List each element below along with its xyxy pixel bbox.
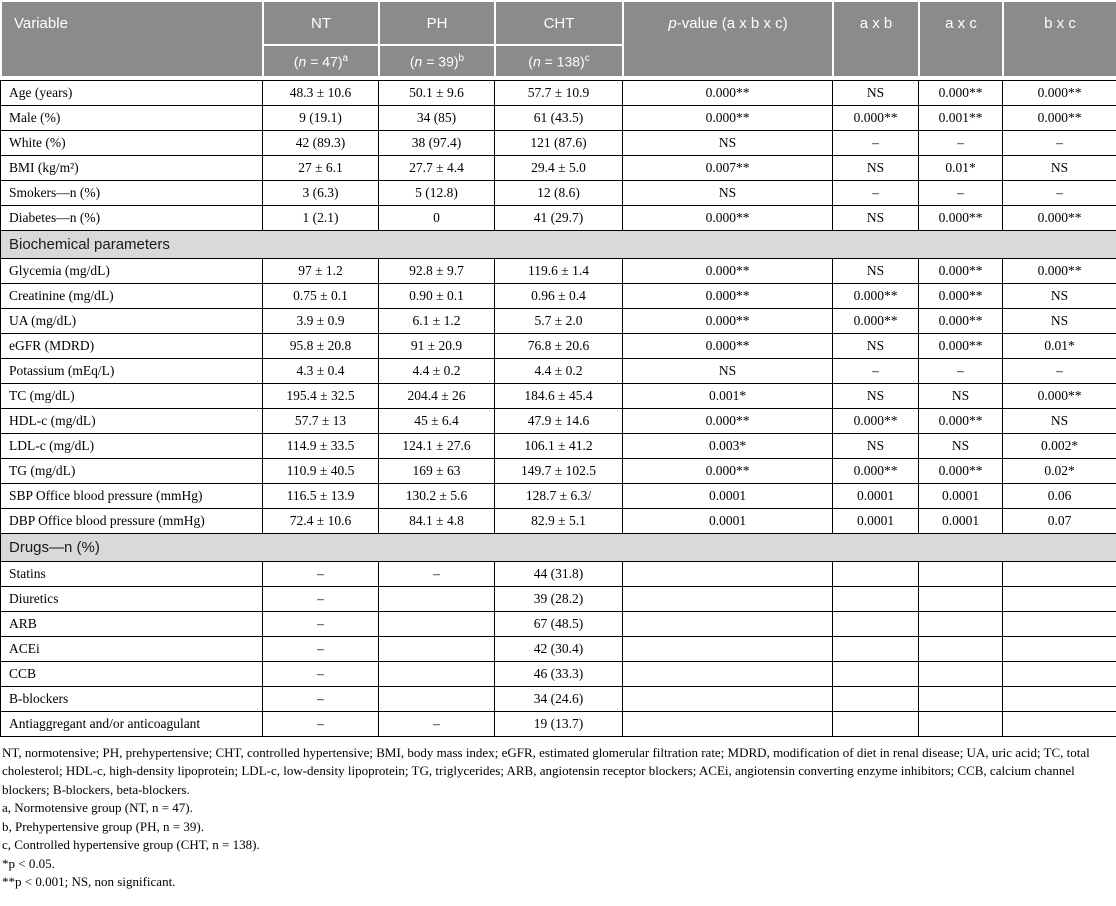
row-label: Smokers—n (%) xyxy=(1,181,263,206)
footnote-significance-1: *p < 0.05. xyxy=(2,855,55,871)
value-cell: 38 (97.4) xyxy=(379,131,495,156)
footnote-significance-2: **p < 0.001; NS, non significant. xyxy=(2,874,176,890)
table-row xyxy=(1,484,1116,509)
footnotes xyxy=(0,737,1116,896)
value-cell: NS xyxy=(919,384,1003,409)
value-cell xyxy=(379,662,495,687)
value-cell: 47.9 ± 14.6 xyxy=(495,409,623,434)
value-cell xyxy=(379,687,495,712)
header-row-1 xyxy=(1,1,1116,45)
col-subheader-nt-n: (n = 47)$^a$ xyxy=(263,45,379,77)
table-row xyxy=(1,284,1116,309)
value-cell: 76.8 ± 20.6 xyxy=(495,334,623,359)
col-header-axc: a x c xyxy=(919,1,1003,77)
value-cell: – xyxy=(263,562,379,587)
value-cell: 128.7 ± 6.3/ xyxy=(495,484,623,509)
value-cell xyxy=(833,612,919,637)
value-cell: 95.8 ± 20.8 xyxy=(263,334,379,359)
value-cell: 0.000** xyxy=(623,81,833,106)
value-cell: 149.7 ± 102.5 xyxy=(495,459,623,484)
value-cell: – xyxy=(1003,131,1116,156)
row-label: Diuretics xyxy=(1,587,263,612)
row-label: TC (mg/dL) xyxy=(1,384,263,409)
row-label: White (%) xyxy=(1,131,263,156)
value-cell: 45 ± 6.4 xyxy=(379,409,495,434)
value-cell: 0.000** xyxy=(1003,206,1116,231)
section-label: Biochemical parameters xyxy=(1,231,1116,259)
row-label: Creatinine (mg/dL) xyxy=(1,284,263,309)
value-cell: 0.000** xyxy=(919,206,1003,231)
value-cell: 0.000** xyxy=(833,106,919,131)
value-cell: 46 (33.3) xyxy=(495,662,623,687)
section-row xyxy=(1,534,1116,562)
section-row xyxy=(1,231,1116,259)
table-row xyxy=(1,637,1116,662)
row-label: Antiaggregant and/or anticoagulant xyxy=(1,712,263,737)
value-cell: 57.7 ± 13 xyxy=(263,409,379,434)
value-cell: 0.000** xyxy=(623,309,833,334)
value-cell: 0.000** xyxy=(1003,384,1116,409)
value-cell: NS xyxy=(833,259,919,284)
value-cell: 48.3 ± 10.6 xyxy=(263,81,379,106)
table-row xyxy=(1,612,1116,637)
value-cell xyxy=(919,612,1003,637)
value-cell: 61 (43.5) xyxy=(495,106,623,131)
value-cell: 0.01* xyxy=(919,156,1003,181)
value-cell: 72.4 ± 10.6 xyxy=(263,509,379,534)
value-cell: – xyxy=(1003,181,1116,206)
row-label: BMI (kg/m²) xyxy=(1,156,263,181)
footnote-group-c: c, Controlled hypertensive group (CHT, n = 138). xyxy=(2,837,260,853)
col-header-ph: PH xyxy=(379,1,495,45)
value-cell: 0.02* xyxy=(1003,459,1116,484)
value-cell: – xyxy=(263,687,379,712)
value-cell: 0.000** xyxy=(623,206,833,231)
value-cell: NS xyxy=(833,156,919,181)
value-cell xyxy=(919,687,1003,712)
value-cell: 0.0001 xyxy=(833,509,919,534)
table-row xyxy=(1,587,1116,612)
col-header-pvalue xyxy=(623,1,833,77)
value-cell: NS xyxy=(833,206,919,231)
col-header-variable: Variable xyxy=(1,1,263,77)
value-cell: 57.7 ± 10.9 xyxy=(495,81,623,106)
value-cell: 9 (19.1) xyxy=(263,106,379,131)
value-cell: – xyxy=(263,587,379,612)
table-body-table xyxy=(0,80,1116,737)
value-cell: – xyxy=(1003,359,1116,384)
value-cell: 0.96 ± 0.4 xyxy=(495,284,623,309)
value-cell: – xyxy=(379,562,495,587)
value-cell: 0.90 ± 0.1 xyxy=(379,284,495,309)
value-cell: 4.4 ± 0.2 xyxy=(379,359,495,384)
value-cell xyxy=(1003,662,1116,687)
value-cell: 29.4 ± 5.0 xyxy=(495,156,623,181)
value-cell: NS xyxy=(833,434,919,459)
table-row xyxy=(1,309,1116,334)
value-cell: 0.000** xyxy=(623,409,833,434)
table-row xyxy=(1,259,1116,284)
value-cell: – xyxy=(263,637,379,662)
table-row xyxy=(1,562,1116,587)
value-cell xyxy=(833,587,919,612)
table-row xyxy=(1,131,1116,156)
value-cell: 92.8 ± 9.7 xyxy=(379,259,495,284)
value-cell: 0.000** xyxy=(1003,259,1116,284)
value-cell: NS xyxy=(623,131,833,156)
row-label: Glycemia (mg/dL) xyxy=(1,259,263,284)
value-cell: – xyxy=(919,131,1003,156)
value-cell: 6.1 ± 1.2 xyxy=(379,309,495,334)
table-header xyxy=(0,0,1116,78)
value-cell: 0.001* xyxy=(623,384,833,409)
value-cell: NS xyxy=(623,181,833,206)
value-cell: – xyxy=(263,662,379,687)
value-cell: 5.7 ± 2.0 xyxy=(495,309,623,334)
row-label: Statins xyxy=(1,562,263,587)
value-cell: 0.000** xyxy=(833,309,919,334)
value-cell: NS xyxy=(919,434,1003,459)
col-subheader-cht-n: (n = 138)$^c$ xyxy=(495,45,623,77)
col-header-cht: CHT xyxy=(495,1,623,45)
value-cell: 1 (2.1) xyxy=(263,206,379,231)
value-cell: NS xyxy=(833,334,919,359)
value-cell: 42 (89.3) xyxy=(263,131,379,156)
table-row xyxy=(1,384,1116,409)
value-cell: 50.1 ± 9.6 xyxy=(379,81,495,106)
value-cell: 34 (24.6) xyxy=(495,687,623,712)
value-cell xyxy=(623,712,833,737)
row-label: B-blockers xyxy=(1,687,263,712)
footnote-group-a: a, Normotensive group (NT, n = 47). xyxy=(2,800,193,816)
value-cell: 106.1 ± 41.2 xyxy=(495,434,623,459)
row-label: ARB xyxy=(1,612,263,637)
value-cell: 0.007** xyxy=(623,156,833,181)
value-cell: 27 ± 6.1 xyxy=(263,156,379,181)
value-cell: 44 (31.8) xyxy=(495,562,623,587)
value-cell xyxy=(919,712,1003,737)
row-label: Diabetes—n (%) xyxy=(1,206,263,231)
table-row xyxy=(1,662,1116,687)
value-cell: – xyxy=(379,712,495,737)
table-row xyxy=(1,509,1116,534)
value-cell: 184.6 ± 45.4 xyxy=(495,384,623,409)
value-cell: 124.1 ± 27.6 xyxy=(379,434,495,459)
value-cell: – xyxy=(833,131,919,156)
value-cell: – xyxy=(263,712,379,737)
table-row xyxy=(1,106,1116,131)
value-cell: 0.002* xyxy=(1003,434,1116,459)
value-cell: 0.01* xyxy=(1003,334,1116,359)
value-cell xyxy=(623,687,833,712)
value-cell xyxy=(919,562,1003,587)
value-cell: 0.0001 xyxy=(623,509,833,534)
value-cell xyxy=(379,612,495,637)
table-row xyxy=(1,712,1116,737)
value-cell: 0.0001 xyxy=(833,484,919,509)
value-cell xyxy=(1003,587,1116,612)
value-cell: 204.4 ± 26 xyxy=(379,384,495,409)
value-cell: 121 (87.6) xyxy=(495,131,623,156)
row-label: CCB xyxy=(1,662,263,687)
table-row xyxy=(1,156,1116,181)
value-cell: NS xyxy=(1003,156,1116,181)
value-cell: NS xyxy=(833,384,919,409)
value-cell: 119.6 ± 1.4 xyxy=(495,259,623,284)
value-cell: 27.7 ± 4.4 xyxy=(379,156,495,181)
value-cell: 0.000** xyxy=(623,284,833,309)
value-cell xyxy=(623,562,833,587)
value-cell: 19 (13.7) xyxy=(495,712,623,737)
value-cell: 169 ± 63 xyxy=(379,459,495,484)
row-label: TG (mg/dL) xyxy=(1,459,263,484)
value-cell xyxy=(379,587,495,612)
value-cell: 97 ± 1.2 xyxy=(263,259,379,284)
value-cell xyxy=(1003,687,1116,712)
table-row xyxy=(1,459,1116,484)
value-cell: 0.000** xyxy=(623,106,833,131)
value-cell: NS xyxy=(623,359,833,384)
value-cell: 0 xyxy=(379,206,495,231)
footnote-group-b: b, Prehypertensive group (PH, n = 39). xyxy=(2,818,204,834)
table-row xyxy=(1,434,1116,459)
value-cell xyxy=(919,587,1003,612)
value-cell: 0.75 ± 0.1 xyxy=(263,284,379,309)
value-cell: 34 (85) xyxy=(379,106,495,131)
value-cell: 67 (48.5) xyxy=(495,612,623,637)
value-cell xyxy=(1003,612,1116,637)
value-cell xyxy=(833,662,919,687)
row-label: DBP Office blood pressure (mmHg) xyxy=(1,509,263,534)
row-label: SBP Office blood pressure (mmHg) xyxy=(1,484,263,509)
row-label: UA (mg/dL) xyxy=(1,309,263,334)
value-cell: NS xyxy=(1003,309,1116,334)
value-cell: 0.000** xyxy=(919,409,1003,434)
value-cell: 0.000** xyxy=(833,284,919,309)
value-cell: 0.000** xyxy=(919,284,1003,309)
pvalue-rest: -value (a x b x c) xyxy=(676,15,788,32)
value-cell: 0.000** xyxy=(623,334,833,359)
row-label: HDL-c (mg/dL) xyxy=(1,409,263,434)
value-cell: NS xyxy=(1003,409,1116,434)
col-header-nt: NT xyxy=(263,1,379,45)
row-label: Potassium (mEq/L) xyxy=(1,359,263,384)
col-subheader-ph-n: (n = 39)$^b$ xyxy=(379,45,495,77)
row-label: eGFR (MDRD) xyxy=(1,334,263,359)
value-cell: 3 (6.3) xyxy=(263,181,379,206)
value-cell: 3.9 ± 0.9 xyxy=(263,309,379,334)
value-cell: – xyxy=(919,359,1003,384)
value-cell: NS xyxy=(833,81,919,106)
table-row xyxy=(1,334,1116,359)
row-label: Age (years) xyxy=(1,81,263,106)
value-cell: 0.000** xyxy=(919,459,1003,484)
value-cell xyxy=(833,637,919,662)
table-row xyxy=(1,81,1116,106)
value-cell: 0.000** xyxy=(833,409,919,434)
value-cell: 0.000** xyxy=(919,309,1003,334)
table-row xyxy=(1,206,1116,231)
value-cell: 0.06 xyxy=(1003,484,1116,509)
value-cell xyxy=(623,612,833,637)
row-label: ACEi xyxy=(1,637,263,662)
pvalue-italic-p: p xyxy=(668,15,677,32)
section-label: Drugs—n (%) xyxy=(1,534,1116,562)
value-cell: 12 (8.6) xyxy=(495,181,623,206)
value-cell: 0.000** xyxy=(919,81,1003,106)
value-cell: 0.000** xyxy=(919,259,1003,284)
value-cell: 91 ± 20.9 xyxy=(379,334,495,359)
value-cell: 5 (12.8) xyxy=(379,181,495,206)
value-cell xyxy=(623,662,833,687)
row-label: LDL-c (mg/dL) xyxy=(1,434,263,459)
value-cell xyxy=(623,637,833,662)
value-cell: 0.000** xyxy=(833,459,919,484)
value-cell xyxy=(919,637,1003,662)
value-cell xyxy=(833,562,919,587)
value-cell: 130.2 ± 5.6 xyxy=(379,484,495,509)
table-row xyxy=(1,181,1116,206)
value-cell: – xyxy=(833,181,919,206)
value-cell: 0.000** xyxy=(1003,106,1116,131)
value-cell: 0.000** xyxy=(919,334,1003,359)
value-cell xyxy=(1003,712,1116,737)
value-cell xyxy=(833,712,919,737)
table-row xyxy=(1,687,1116,712)
value-cell: 0.000** xyxy=(623,259,833,284)
value-cell: 0.0001 xyxy=(623,484,833,509)
value-cell: 116.5 ± 13.9 xyxy=(263,484,379,509)
col-header-bxc: b x c xyxy=(1003,1,1116,77)
value-cell: – xyxy=(263,612,379,637)
value-cell xyxy=(1003,562,1116,587)
value-cell: – xyxy=(919,181,1003,206)
value-cell: 0.003* xyxy=(623,434,833,459)
value-cell: 0.0001 xyxy=(919,509,1003,534)
value-cell: 195.4 ± 32.5 xyxy=(263,384,379,409)
value-cell: 114.9 ± 33.5 xyxy=(263,434,379,459)
value-cell: 0.0001 xyxy=(919,484,1003,509)
col-header-axb: a x b xyxy=(833,1,919,77)
value-cell: 39 (28.2) xyxy=(495,587,623,612)
table-body xyxy=(1,81,1116,737)
footnote-abbreviations: NT, normotensive; PH, prehypertensive; CHT, controlled hypertensive; BMI, body mass index; eGFR, estimated glomerular filtration rate; MDRD, modification of diet in renal disease; UA, uric acid; TC, total cholesterol; HDL-c, high-density lipoprotein; LDL-c, low-density lipoprotein; TG, triglycerides; ARB, angiotensin receptor blockers; ACEi, angiotensin converting enzyme inhibitors; CCB, calcium channel blockers; B-blockers, beta-blockers. xyxy=(2,745,1090,797)
value-cell xyxy=(623,587,833,612)
value-cell xyxy=(833,687,919,712)
value-cell: 0.000** xyxy=(1003,81,1116,106)
value-cell: 41 (29.7) xyxy=(495,206,623,231)
value-cell: 0.000** xyxy=(623,459,833,484)
value-cell: – xyxy=(833,359,919,384)
value-cell: 84.1 ± 4.8 xyxy=(379,509,495,534)
value-cell: 110.9 ± 40.5 xyxy=(263,459,379,484)
value-cell: NS xyxy=(1003,284,1116,309)
value-cell: 4.4 ± 0.2 xyxy=(495,359,623,384)
value-cell xyxy=(379,637,495,662)
value-cell: 82.9 ± 5.1 xyxy=(495,509,623,534)
value-cell xyxy=(1003,637,1116,662)
value-cell: 0.07 xyxy=(1003,509,1116,534)
table-row xyxy=(1,409,1116,434)
value-cell: 4.3 ± 0.4 xyxy=(263,359,379,384)
value-cell: 42 (30.4) xyxy=(495,637,623,662)
value-cell xyxy=(919,662,1003,687)
row-label: Male (%) xyxy=(1,106,263,131)
value-cell: 0.001** xyxy=(919,106,1003,131)
table-row xyxy=(1,359,1116,384)
